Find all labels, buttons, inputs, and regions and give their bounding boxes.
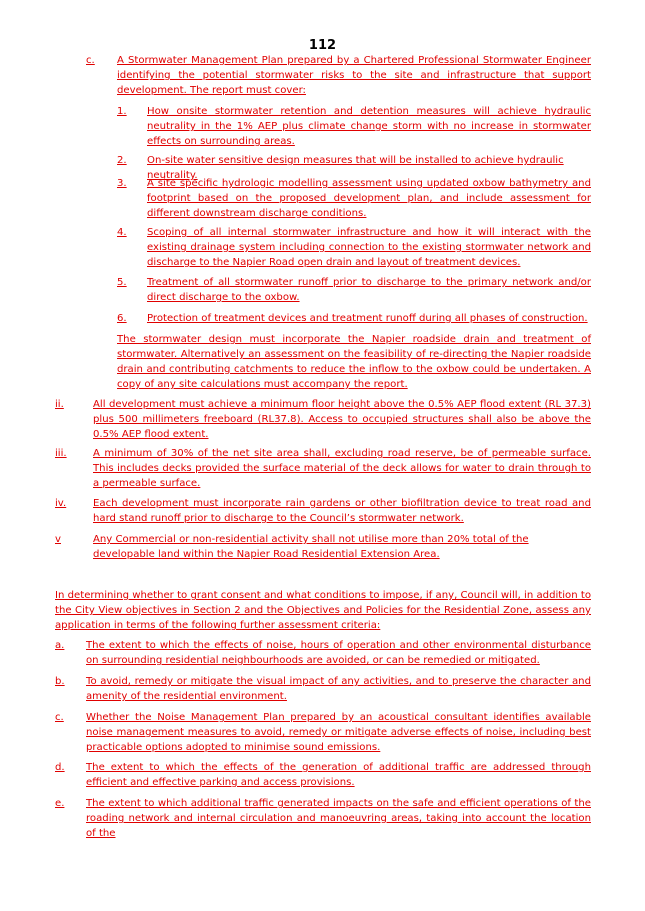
assessment-intro: In determining whether to grant consent and what conditions to impose, if any, Council will, in addition to the City View objectives in Section 2 and the Objectives and Policies for the Residential Zone, assess any application in terms of the following further assessment criteria:: [55, 590, 591, 631]
roman-text: Each development must incorporate rain gardens or other biofiltration device to treat road and hard stand runoff prior to discharge to the Council’s stormwater network.: [93, 498, 591, 524]
criterion-c: [55, 710, 591, 755]
criterion-e: [55, 796, 591, 841]
criterion-text: The extent to which the effects of noise, hours of operation and other environmental disturbance on surrounding residential neighbourhoods are avoided, or can be remedied or mitigated.: [86, 640, 591, 666]
roman-marker: ii.: [55, 399, 64, 410]
criterion-marker: b.: [55, 676, 65, 687]
subitem-1: [117, 104, 591, 149]
roman-marker: v: [55, 534, 61, 545]
subitem-marker: 5.: [117, 277, 127, 288]
subitem-4: [117, 225, 591, 270]
criterion-marker: e.: [55, 798, 65, 809]
roman-marker: iv.: [55, 498, 67, 509]
criterion-text: Whether the Noise Management Plan prepared by an acoustical consultant identifies available noise management measures to avoid, remedy or mitigate adverse effects of noise, including best practicable options adopted to minimise sound emissions.: [86, 712, 591, 753]
subitem-3: [117, 176, 591, 221]
roman-marker: iii.: [55, 448, 67, 459]
criterion-marker: d.: [55, 762, 65, 773]
roman-text: All development must achieve a minimum floor height above the 0.5% AEP flood extent (RL 37.3) plus 500 millimeters freeboard (RL37.8). Access to occupied structures shall also be above the 0.5% AEP flood extent.: [93, 399, 591, 440]
criterion-marker: c.: [55, 712, 64, 723]
subitem-text: On-site water sensitive design measures that will be installed to achieve hydraulic neutrality.: [147, 155, 564, 181]
item-iii: [55, 446, 591, 491]
criterion-marker: a.: [55, 640, 65, 651]
subitem-6: [117, 311, 591, 326]
criterion-text: The extent to which the effects of the generation of additional traffic are addressed through efficient and effective parking and access provisions.: [86, 762, 591, 788]
subitem-5: [117, 275, 591, 305]
item-ii: [55, 397, 591, 442]
criterion-text: The extent to which additional traffic generated impacts on the safe and efficient operations of the roading network and internal circulation and manoeuvring areas, taking into account the location of the: [86, 798, 591, 839]
roman-text: Any Commercial or non-residential activity shall not utilise more than 20% total of the developable land within the Napier Road Residential Extension Area.: [93, 534, 529, 560]
subitem-text: Protection of treatment devices and treatment runoff during all phases of construction.: [147, 313, 588, 324]
item-iv: [55, 496, 591, 526]
subitem-marker: 2.: [117, 155, 127, 166]
subitem-text: Treatment of all stormwater runoff prior to discharge to the primary network and/or direct discharge to the oxbow.: [147, 277, 591, 303]
criterion-b: [55, 674, 591, 704]
subitem-marker: 6.: [117, 313, 127, 324]
subitem-marker: 1.: [117, 106, 127, 117]
criterion-text: To avoid, remedy or mitigate the visual impact of any activities, and to preserve the character and amenity of the residential environment.: [86, 676, 591, 702]
criterion-d: [55, 760, 591, 790]
subitem-marker: 4.: [117, 227, 127, 238]
criterion-a: [55, 638, 591, 668]
page-number: 112: [308, 38, 337, 53]
item-c-marker: c.: [86, 55, 95, 66]
subitem-text: Scoping of all internal stormwater infrastructure and how it will interact with the existing drainage system including connection to the existing stormwater network and discharge to the Napier Road open drain and layout of treatment devices.: [147, 227, 591, 268]
subitem-text: A site specific hydrologic modelling assessment using updated oxbow bathymetry and footprint based on the proposed development plan, and include assessment for different downstream discharge conditions.: [147, 178, 591, 219]
item-c-closing: The stormwater design must incorporate the Napier roadside drain and treatment of stormwater. Alternatively an assessment on the feasibility of re-directing the Napier roadside drain and contributing catchments to reduce the inflow to the oxbow could be undertaken. A copy of any site calculations must accompany the report.: [117, 334, 591, 390]
item-c-text: A Stormwater Management Plan prepared by a Chartered Professional Stormwater Engineer identifying the potential stormwater risks to the site and infrastructure that support development. The report must cover:: [117, 55, 591, 96]
item-v: [55, 532, 591, 562]
subitem-text: How onsite stormwater retention and detention measures will achieve hydraulic neutrality in the 1% AEP plus climate change storm with no increase in stormwater effects on surrounding areas.: [147, 106, 591, 147]
item-c: [86, 53, 591, 98]
roman-text: A minimum of 30% of the net site area shall, excluding road reserve, be of permeable surface. This includes decks provided the surface material of the deck allows for water to drain through to a permeable surface.: [93, 448, 591, 489]
subitem-marker: 3.: [117, 178, 127, 189]
